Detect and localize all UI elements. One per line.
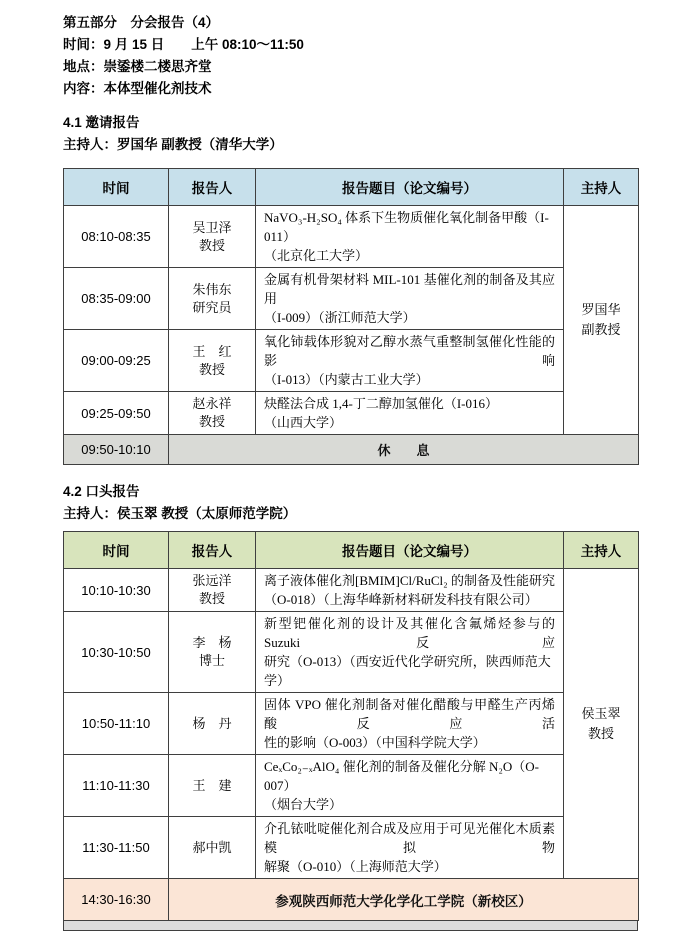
speaker-rank: 教授	[198, 361, 225, 377]
speaker-cell	[169, 755, 256, 817]
visit-row	[64, 879, 639, 921]
time-cell: 10:50-11:10	[64, 693, 169, 755]
speaker-cell	[169, 206, 256, 268]
speaker-cell	[169, 612, 256, 693]
speaker-name: 赵永祥	[192, 396, 232, 411]
title-cell	[256, 330, 564, 392]
session-content: 内容：本体型催化剂技术	[63, 81, 212, 96]
speaker-cell	[169, 392, 256, 435]
chair-name: 侯玉翠	[581, 705, 621, 721]
speaker-name: 李 杨	[192, 635, 232, 650]
time-cell: 08:10-08:35	[64, 206, 169, 268]
affiliation-line: （山西大学）	[264, 415, 343, 430]
chair-name: 罗国华	[581, 302, 621, 317]
time-cell: 09:25-09:50	[64, 392, 169, 435]
speaker-rank: 教授	[198, 414, 225, 429]
col-title: 报告题目（论文编号）	[256, 532, 564, 569]
header-info-block	[63, 0, 638, 100]
title-line: 金属有机骨架材料 MIL-101 基催化剂的制备及其应用	[264, 272, 555, 306]
col-speaker: 报告人	[169, 532, 256, 569]
time-cell: 11:10-11:30	[64, 755, 169, 817]
break-row	[64, 435, 639, 465]
title-cell	[256, 392, 564, 435]
speaker-name: 杨 丹	[192, 715, 232, 731]
col-time: 时间	[64, 169, 169, 206]
affiliation-line: 性的影响（O-003）（中国科学院大学）	[264, 735, 486, 750]
table-row	[64, 612, 639, 693]
table-row	[64, 206, 639, 268]
title-cell	[256, 268, 564, 330]
col-chair: 主持人	[564, 532, 639, 569]
speaker-name: 张远洋	[192, 573, 232, 588]
time-cell: 09:50-10:10	[64, 435, 169, 465]
speaker-name: 吴卫泽	[192, 219, 232, 235]
speaker-rank: 教授	[198, 591, 225, 606]
invited-talks-table	[63, 168, 639, 465]
title-line: 离子液体催化剂[BMIM]Cl/RuCl₂ 的制备及性能研究	[264, 573, 555, 588]
time-cell: 08:35-09:00	[64, 268, 169, 330]
speaker-cell	[169, 693, 256, 755]
affiliation-line: 解聚（O-010）（上海师范大学）	[264, 859, 447, 874]
col-chair: 主持人	[564, 169, 639, 206]
section-4-2-chair: 主持人：侯玉翠 教授（太原师范学院）	[63, 506, 297, 521]
table-header-row	[64, 169, 639, 206]
section-4-1-head	[63, 112, 638, 156]
chair-cell	[564, 206, 639, 435]
time-cell: 11:30-11:50	[64, 817, 169, 879]
title-cell	[256, 206, 564, 268]
time-cell: 10:10-10:30	[64, 569, 169, 612]
table-row	[64, 755, 639, 817]
title-cell	[256, 569, 564, 612]
title-line: 新型钯催化剂的设计及其催化含氟烯烃参与的 Suzuki 反应	[264, 616, 555, 650]
title-cell	[256, 693, 564, 755]
oral-talks-table	[63, 531, 639, 921]
chair-rank: 副教授	[581, 322, 621, 337]
speaker-rank: 博士	[198, 653, 225, 668]
affiliation-line: （O-018）（上海华峰新材料研发科技有限公司）	[264, 592, 538, 607]
time-cell: 09:00-09:25	[64, 330, 169, 392]
part-title: 第五部分 分会报告（4）	[63, 15, 220, 30]
col-speaker: 报告人	[169, 169, 256, 206]
chair-rank: 教授	[587, 725, 614, 741]
table-row	[64, 817, 639, 879]
section-4-2-title: 4.2 口头报告	[63, 484, 140, 499]
affiliation-line: （I-013）（内蒙古工业大学）	[264, 372, 429, 387]
section-4-1-chair: 主持人：罗国华 副教授（清华大学）	[63, 137, 283, 152]
session-place: 地点：崇鋈楼二楼思齐堂	[63, 59, 212, 74]
chair-cell	[564, 569, 639, 879]
table-row	[64, 569, 639, 612]
cutoff-next-table-strip	[63, 921, 638, 931]
title-cell	[256, 817, 564, 879]
speaker-cell	[169, 268, 256, 330]
speaker-name: 王 红	[192, 343, 232, 359]
speaker-rank: 教授	[198, 237, 225, 253]
title-line: 炔醛法合成 1,4-丁二醇加氢催化（I-016）	[264, 396, 498, 411]
col-title: 报告题目（论文编号）	[256, 169, 564, 206]
speaker-name: 郝中凯	[192, 839, 232, 855]
table-row	[64, 392, 639, 435]
break-label: 休 息	[169, 435, 639, 465]
speaker-cell	[169, 330, 256, 392]
speaker-cell	[169, 817, 256, 879]
affiliation-line: （烟台大学）	[264, 797, 343, 812]
speaker-name: 王 建	[192, 777, 232, 793]
title-line: CeₓCo₂₋ₓAlO₄ 催化剂的制备及催化分解 N₂O（O-007）	[264, 759, 539, 793]
table-row	[64, 330, 639, 392]
speaker-rank: 研究员	[192, 299, 232, 315]
speaker-cell	[169, 569, 256, 612]
table-header-row	[64, 532, 639, 569]
speaker-name: 朱伟东	[192, 281, 232, 297]
session-time: 时间：9 月 15 日 上午 08:10～11:50	[63, 37, 304, 52]
table-row	[64, 693, 639, 755]
visit-label: 参观陕西师范大学化学化工学院（新校区）	[169, 879, 639, 921]
section-4-1-title: 4.1 邀请报告	[63, 115, 140, 130]
affiliation-line: （北京化工大学）	[264, 248, 369, 263]
title-cell	[256, 755, 564, 817]
title-cell	[256, 612, 564, 693]
table-row	[64, 268, 639, 330]
section-4-2-head	[63, 481, 638, 525]
title-line: 氧化铈载体形貌对乙醇水蒸气重整制氢催化性能的影响	[264, 334, 555, 368]
title-line: NaVO₃-H₂SO₄ 体系下生物质催化氧化制备甲酸（I-011）	[264, 210, 549, 244]
col-time: 时间	[64, 532, 169, 569]
title-line: 固体 VPO 催化剂制备对催化醋酸与甲醛生产丙烯酸反应活	[264, 697, 555, 731]
affiliation-line: （I-009）（浙江师范大学）	[264, 310, 416, 325]
affiliation-line: 研究（O-013）（西安近代化学研究所，陕西师范大学）	[264, 654, 551, 688]
title-line: 介孔铱吡啶催化剂合成及应用于可见光催化木质素模拟物	[264, 821, 555, 855]
time-cell: 14:30-16:30	[64, 879, 169, 921]
time-cell: 10:30-10:50	[64, 612, 169, 693]
